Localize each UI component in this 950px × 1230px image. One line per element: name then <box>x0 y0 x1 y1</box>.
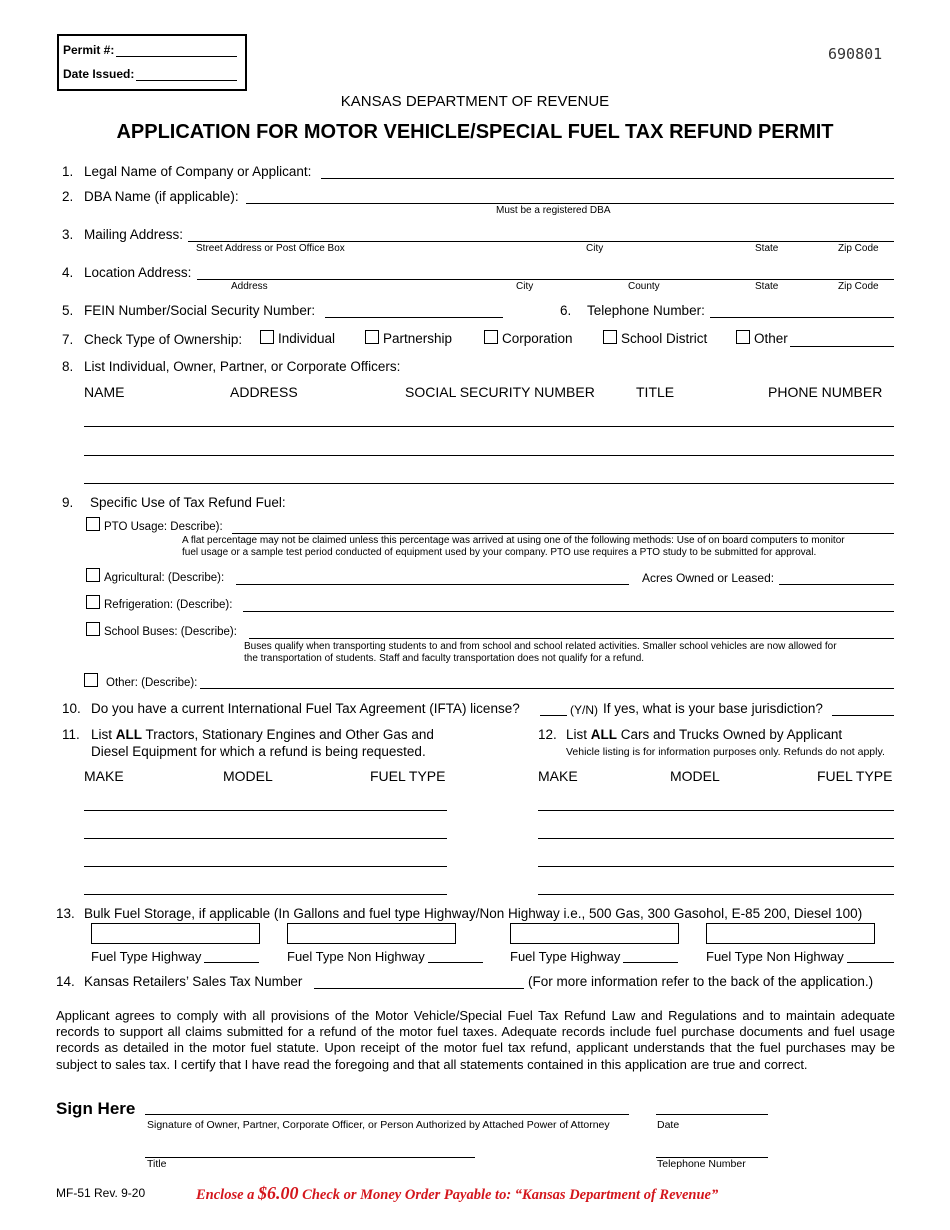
acres-label: Acres Owned or Leased: <box>642 571 775 585</box>
other-label: Other <box>754 331 788 346</box>
refrigeration-option[interactable] <box>86 595 232 611</box>
q12-note: Vehicle listing is for information purposes only. Refunds do not apply. <box>566 746 885 758</box>
mailing-state-sublabel: State <box>755 243 779 254</box>
location-zip-sublabel: Zip Code <box>838 281 879 292</box>
acres-field[interactable] <box>779 584 894 585</box>
sales-tax-number-field[interactable] <box>314 988 524 989</box>
other-use-option[interactable] <box>84 673 197 689</box>
officers-col-name: NAME <box>84 384 125 400</box>
q3-number: 3. <box>62 227 74 242</box>
pto-note-1: A flat percentage may not be claimed unless this percentage was arrived at using one of the following methods: Use of on board computers to monitor <box>182 535 845 546</box>
equipment-row-4[interactable] <box>84 894 447 895</box>
base-jurisdiction-field[interactable] <box>832 715 894 716</box>
ownership-school-district[interactable] <box>603 330 707 346</box>
q9-number: 9. <box>62 495 74 510</box>
mailing-street-sublabel: Street Address or Post Office Box <box>196 243 345 254</box>
partnership-checkbox[interactable] <box>365 330 379 344</box>
bus-note-2: the transportation of students. Staff and faculty transportation does not qualify for a refund. <box>244 653 645 664</box>
q7-label: Check Type of Ownership: <box>84 332 243 347</box>
agricultural-field[interactable] <box>236 584 629 585</box>
page-title: APPLICATION FOR MOTOR VEHICLE/SPECIAL FUEL TAX REFUND PERMIT <box>116 121 834 143</box>
q5-number: 5. <box>62 303 74 318</box>
permit-label: Permit #: <box>63 43 115 57</box>
dba-name-field[interactable] <box>246 203 894 204</box>
officers-col-ssn: SOCIAL SECURITY NUMBER <box>405 384 595 400</box>
telephone-sublabel: Telephone Number <box>657 1158 746 1170</box>
pto-note-2: fuel usage or a sample test period conducted of equipment used by your company. PTO use requires a PTO study to be submitted for approval. <box>182 547 817 558</box>
q4-label: Location Address: <box>84 265 192 280</box>
q3-label: Mailing Address: <box>84 227 184 242</box>
storage-non-highway-2-field[interactable] <box>847 962 894 963</box>
school-district-label: School District <box>621 331 708 346</box>
equipment-row-3[interactable] <box>84 866 447 867</box>
q11-col-make: MAKE <box>84 768 124 784</box>
officers-col-phone: PHONE NUMBER <box>768 384 883 400</box>
q2-number: 2. <box>62 189 74 204</box>
enclose-payment-note: Enclose a $6.00 Check or Money Order Payable to: “Kansas Department of Revenue” <box>196 1183 719 1203</box>
q4-number: 4. <box>62 265 74 280</box>
q6-label: Telephone Number: <box>587 303 705 318</box>
mailing-zip-sublabel: Zip Code <box>838 243 879 254</box>
q11-label: List ALL Tractors, Stationary Engines and Other Gas and <box>91 727 434 742</box>
signature-sublabel: Signature of Owner, Partner, Corporate Officer, or Person Authorized by Attached Power of Attorney <box>147 1119 610 1131</box>
individual-checkbox[interactable] <box>260 330 274 344</box>
other-checkbox[interactable] <box>736 330 750 344</box>
officers-col-title: TITLE <box>636 384 675 400</box>
storage-non-highway-2-label: Fuel Type Non Highway <box>706 949 844 964</box>
dba-note: Must be a registered DBA <box>496 205 611 216</box>
q13-number: 13. <box>56 906 75 921</box>
q11-col-fuel-type: FUEL TYPE <box>370 768 446 784</box>
ownership-partnership[interactable] <box>365 330 452 346</box>
individual-label: Individual <box>278 331 336 346</box>
storage-non-highway-1-label: Fuel Type Non Highway <box>287 949 425 964</box>
partnership-label: Partnership <box>383 331 453 346</box>
storage-highway-2-field[interactable] <box>623 962 678 963</box>
q8-number: 8. <box>62 359 74 374</box>
vehicle-row-2[interactable] <box>538 838 894 839</box>
bus-note-1: Buses qualify when transporting students to and from school and school related activities. Smaller school vehicles are now allowed for <box>244 641 837 652</box>
q11-col-model: MODEL <box>223 768 273 784</box>
ownership-individual[interactable] <box>260 330 335 346</box>
agency-name: KANSAS DEPARTMENT OF REVENUE <box>340 93 610 110</box>
signature-field[interactable] <box>145 1114 629 1115</box>
corporation-checkbox[interactable] <box>484 330 498 344</box>
location-city-sublabel: City <box>516 281 534 292</box>
vehicle-row-3[interactable] <box>538 866 894 867</box>
storage-highway-1-label: Fuel Type Highway <box>91 949 202 964</box>
q12-number: 12. <box>538 727 557 742</box>
q12-label: List ALL Cars and Trucks Owned by Applicant <box>566 727 843 742</box>
ownership-other[interactable] <box>736 330 788 346</box>
legal-name-field[interactable] <box>321 178 894 179</box>
form-id: MF-51 Rev. 9-20 <box>56 1186 146 1200</box>
permit-number-field[interactable] <box>116 56 237 57</box>
q1-label: Legal Name of Company or Applicant: <box>84 164 312 179</box>
storage-highway-2-label: Fuel Type Highway <box>510 949 621 964</box>
school-district-checkbox[interactable] <box>603 330 617 344</box>
q12-col-model: MODEL <box>670 768 720 784</box>
storage-non-highway-2-box[interactable] <box>706 923 875 944</box>
pto-field[interactable] <box>232 533 894 534</box>
other-ownership-field[interactable] <box>790 346 894 347</box>
school-buses-label: School Buses: (Describe): <box>104 626 237 638</box>
pto-label: PTO Usage: Describe): <box>104 521 223 533</box>
fein-field[interactable] <box>325 317 503 318</box>
pto-option[interactable] <box>86 517 223 533</box>
q2-label: DBA Name (if applicable): <box>84 189 239 204</box>
storage-highway-1-box[interactable] <box>91 923 260 944</box>
q11-number: 11. <box>62 727 80 742</box>
officer-row-3[interactable] <box>84 483 894 484</box>
date-field[interactable] <box>656 1114 768 1115</box>
equipment-row-2[interactable] <box>84 838 447 839</box>
refrigeration-checkbox[interactable] <box>86 595 100 609</box>
equipment-row-1[interactable] <box>84 810 447 811</box>
q1-number: 1. <box>62 164 74 179</box>
vehicle-row-4[interactable] <box>538 894 894 895</box>
school-buses-field[interactable] <box>249 638 894 639</box>
q13-label: Bulk Fuel Storage, if applicable (In Gallons and fuel type Highway/Non Highway i.e., 500 Gas, 300 Gasohol, E-85 200, Diesel 100) <box>84 906 863 921</box>
date-sublabel: Date <box>657 1119 680 1131</box>
storage-highway-2-box[interactable] <box>510 923 679 944</box>
q12-col-fuel-type: FUEL TYPE <box>817 768 893 784</box>
sign-here-label: Sign Here <box>56 1099 136 1118</box>
ownership-corporation[interactable] <box>484 330 573 346</box>
agricultural-checkbox[interactable] <box>86 568 100 582</box>
storage-non-highway-1-field[interactable] <box>428 962 483 963</box>
mailing-address-field[interactable] <box>188 241 894 242</box>
q9-label: Specific Use of Tax Refund Fuel: <box>90 495 286 510</box>
officer-row-2[interactable] <box>84 455 894 456</box>
agricultural-option[interactable] <box>86 568 224 584</box>
q11-label-2: Diesel Equipment for which a refund is being requested. <box>91 744 426 759</box>
pto-checkbox[interactable] <box>86 517 100 531</box>
q14-note: (For more information refer to the back of the application.) <box>528 974 874 989</box>
date-issued-label: Date Issued: <box>63 67 135 81</box>
other-use-field[interactable] <box>200 688 894 689</box>
q5-label: FEIN Number/Social Security Number: <box>84 303 316 318</box>
corporation-label: Corporation <box>502 331 573 346</box>
location-address-sublabel: Address <box>231 281 268 292</box>
mailing-city-sublabel: City <box>586 243 604 254</box>
vehicle-row-1[interactable] <box>538 810 894 811</box>
title-field[interactable] <box>145 1157 475 1158</box>
agreement-text: Applicant agrees to comply with all provisions of the Motor Vehicle/Special Fuel Tax Refund Law and Regulations and to maintain adequate records to support all claims submitted for a refund of the motor fuel taxes. Adequate records include fuel purchase documents and fuel usage records as detailed in the motor fuel statute. Upon receipt of the motor fuel tax refund, applicant understands that the fuel purchases may be subject to sales tax. I certify that I have read the foregoing and that all statements contained in this application are true and correct. <box>56 1008 895 1072</box>
other-use-checkbox[interactable] <box>84 673 98 687</box>
q6-number: 6. <box>560 303 572 318</box>
refrigeration-label: Refrigeration: (Describe): <box>104 599 233 611</box>
officers-col-address: ADDRESS <box>230 384 298 400</box>
location-county-sublabel: County <box>628 281 660 292</box>
q7-number: 7. <box>62 332 74 347</box>
form-number: 690801 <box>828 45 883 63</box>
ifta-yn-field[interactable] <box>540 715 567 716</box>
other-use-label: Other: (Describe): <box>106 677 198 689</box>
school-buses-checkbox[interactable] <box>86 622 100 636</box>
q12-col-make: MAKE <box>538 768 578 784</box>
q10-number: 10. <box>62 701 81 716</box>
q10-label: Do you have a current International Fuel Tax Agreement (IFTA) license? <box>91 701 520 716</box>
refrigeration-field[interactable] <box>243 611 894 612</box>
q10-label-2: If yes, what is your base jurisdiction? <box>603 701 823 716</box>
q14-number: 14. <box>56 974 75 989</box>
school-buses-option[interactable] <box>86 622 237 638</box>
telephone-field[interactable] <box>710 317 894 318</box>
ifta-yn-label: (Y/N) <box>570 703 598 717</box>
storage-highway-1-field[interactable] <box>204 962 259 963</box>
agricultural-label: Agricultural: (Describe): <box>104 572 225 584</box>
officer-row-1[interactable] <box>84 426 894 427</box>
title-sublabel: Title <box>147 1158 167 1170</box>
location-state-sublabel: State <box>755 281 779 292</box>
q14-label: Kansas Retailers’ Sales Tax Number <box>84 974 303 989</box>
location-address-field[interactable] <box>197 279 894 280</box>
q8-label: List Individual, Owner, Partner, or Corporate Officers: <box>84 359 401 374</box>
date-issued-field[interactable] <box>136 80 237 81</box>
storage-non-highway-1-box[interactable] <box>287 923 456 944</box>
